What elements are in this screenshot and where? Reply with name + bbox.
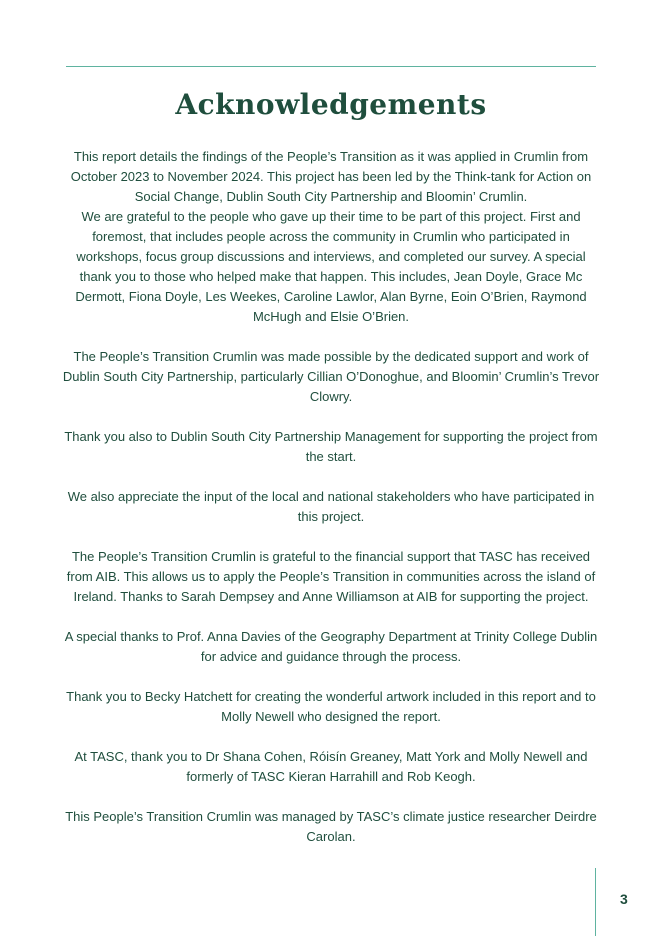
paragraph-artwork-design: Thank you to Becky Hatchett for creating the wonderful artwork included in this report and to Molly Newell who designed the report. xyxy=(66,689,596,724)
page-title: Acknowledgements xyxy=(175,88,487,121)
footer-divider xyxy=(595,868,596,936)
paragraph-intro: This report details the findings of the People’s Transition as it was applied in Crumlin from October 2023 to November 2024. This project has been led by the Think-tank for Action on Social Change, Dublin South City Partnership and Bloomin’ Crumlin. xyxy=(70,149,592,204)
paragraph-management-thanks: Thank you also to Dublin South City Partnership Management for supporting the project from the start. xyxy=(64,429,598,464)
paragraph-financial-support: The People’s Transition Crumlin is grateful to the financial support that TASC has received from AIB. This allows us to apply the People’s Transition in communities across the island of Ireland. Thanks to Sarah Dempsey and Anne Williamson at AIB for supporting the project. xyxy=(66,549,596,604)
paragraph-community-thanks: We are grateful to the people who gave up their time to be part of this project. First and foremost, that includes people across the community in Crumlin who participated in workshops, focus group discussions and interviews, and completed our survey. A special thank you to those who helped make that happen. This includes, Jean Doyle, Grace Mc Dermott, Fiona Doyle, Les Weekes, Caroline Lawlor, Alan Byrne, Eoin O’Brien, Raymond McHugh and Elsie O’Brien. xyxy=(75,209,587,324)
paragraph-stakeholders: We also appreciate the input of the local and national stakeholders who have participated in this project. xyxy=(67,489,595,524)
top-divider xyxy=(66,66,596,67)
paragraph-project-manager: This People’s Transition Crumlin was managed by TASC’s climate justice researcher Deirdre Carolan. xyxy=(65,809,597,844)
paragraph-academic-thanks: A special thanks to Prof. Anna Davies of the Geography Department at Trinity College Dublin for advice and guidance through the process. xyxy=(64,629,598,664)
paragraph-partnership-support: The People’s Transition Crumlin was made possible by the dedicated support and work of Dublin South City Partnership, particularly Cillian O’Donoghue, and Bloomin’ Crumlin’s Trevor Clowry. xyxy=(62,349,600,404)
paragraph-tasc-team: At TASC, thank you to Dr Shana Cohen, Róisín Greaney, Matt York and Molly Newell and formerly of TASC Kieran Harrahill and Rob Keogh. xyxy=(74,749,588,784)
acknowledgements-body xyxy=(60,147,602,867)
page-number: 3 xyxy=(620,891,628,907)
